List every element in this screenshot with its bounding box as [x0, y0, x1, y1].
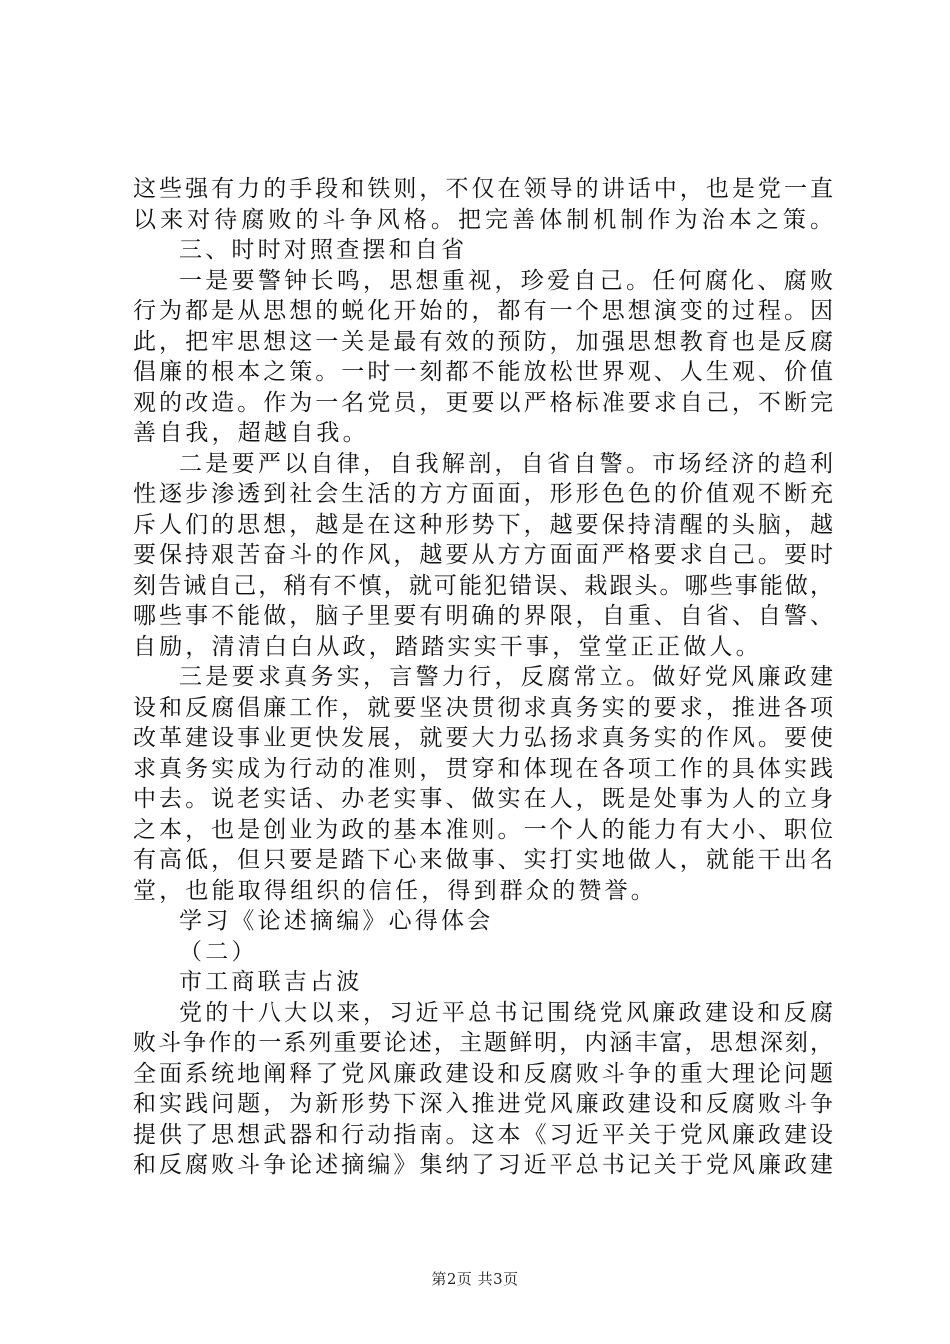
text-line: 有高低，但只要是踏下心来做事、实打实地做人，就能干出名: [133, 847, 833, 873]
text-line: 堂，也能取得组织的信任，得到群众的赞誉。: [133, 877, 657, 904]
article-subtitle: （二）: [179, 938, 258, 965]
text-line: 性逐步渗透到社会生活的方方面面，形形色色的价值观不断充: [133, 481, 833, 507]
text-line: 以来对待腐败的斗争风格。把完善体制机制作为治本之策。: [133, 206, 833, 233]
text-line: 中去。说老实话、办老实事、做实在人，既是处事为人的立身: [133, 786, 833, 812]
text-line: 和实践问题，为新形势下深入推进党风廉政建设和反腐败斗争: [133, 1091, 833, 1117]
text-line: 求真务实成为行动的准则，贯穿和体现在各项工作的具体实践: [133, 755, 833, 782]
text-line: 设和反腐倡廉工作，就要坚决贯彻求真务实的要求，推进各项: [133, 694, 833, 721]
text-line: 和反腐败斗争论述摘编》集纳了习近平总书记关于党风廉政建: [133, 1152, 833, 1178]
article-author: 市工商联吉占波: [179, 969, 363, 995]
text-line: 三是要求真务实，言警力行，反腐常立。做好党风廉政建: [179, 664, 833, 690]
text-line: 全面系统地阐释了党风廉政建设和反腐败斗争的重大理论问题: [133, 1060, 833, 1087]
text-line: 改革建设事业更快发展，就要大力弘扬求真务实的作风。要使: [133, 725, 833, 751]
document-body: [133, 174, 833, 1181]
text-line: 败斗争作的一系列重要论述，主题鲜明，内涵丰富，思想深刻，: [133, 1030, 833, 1056]
text-line: 党的十八大以来，习近平总书记围绕党风廉政建设和反腐: [179, 999, 833, 1026]
text-line: 这些强有力的手段和铁则，不仅在领导的讲话中，也是党一直: [133, 176, 833, 202]
text-line: 提供了思想武器和行动指南。这本《习近平关于党风廉政建设: [133, 1121, 833, 1148]
text-line: 二是要严以自律，自我解剖，自省自警。市场经济的趋利: [179, 450, 833, 477]
text-line: 行为都是从思想的蜕化开始的，都有一个思想演变的过程。因: [133, 298, 833, 324]
text-line: 一是要警钟长鸣，思想重视，珍爱自己。任何腐化、腐败: [179, 267, 833, 294]
text-line: 要保持艰苦奋斗的作风，越要从方方面面严格要求自己。要时: [133, 542, 833, 568]
text-line: 刻告诫自己，稍有不慎，就可能犯错误、栽跟头。哪些事能做，: [133, 572, 833, 599]
section-heading: 三、时时对照查摆和自省: [179, 237, 468, 263]
text-line: 哪些事不能做，脑子里要有明确的界限，自重、自省、自警、: [133, 603, 833, 629]
text-line: 之本，也是创业为政的基本准则。一个人的能力有大小、职位: [133, 816, 833, 843]
article-title: 学习《论述摘编》心得体会: [179, 908, 494, 934]
text-line: 倡廉的根本之策。一时一刻都不能放松世界观、人生观、价值: [133, 359, 833, 385]
text-line: 观的改造。作为一名党员，更要以严格标准要求自己，不断完: [133, 389, 833, 416]
text-line: 斥人们的思想，越是在这种形势下，越要保持清醒的头脑，越: [133, 511, 833, 538]
text-line: 自励，清清白白从政，踏踏实实干事，堂堂正正做人。: [133, 633, 762, 660]
text-line: 善自我，超越自我。: [133, 420, 369, 446]
text-line: 此，把牢思想这一关是最有效的预防，加强思想教育也是反腐: [133, 328, 833, 355]
page-number-footer: 第2页 共3页: [431, 1270, 519, 1288]
